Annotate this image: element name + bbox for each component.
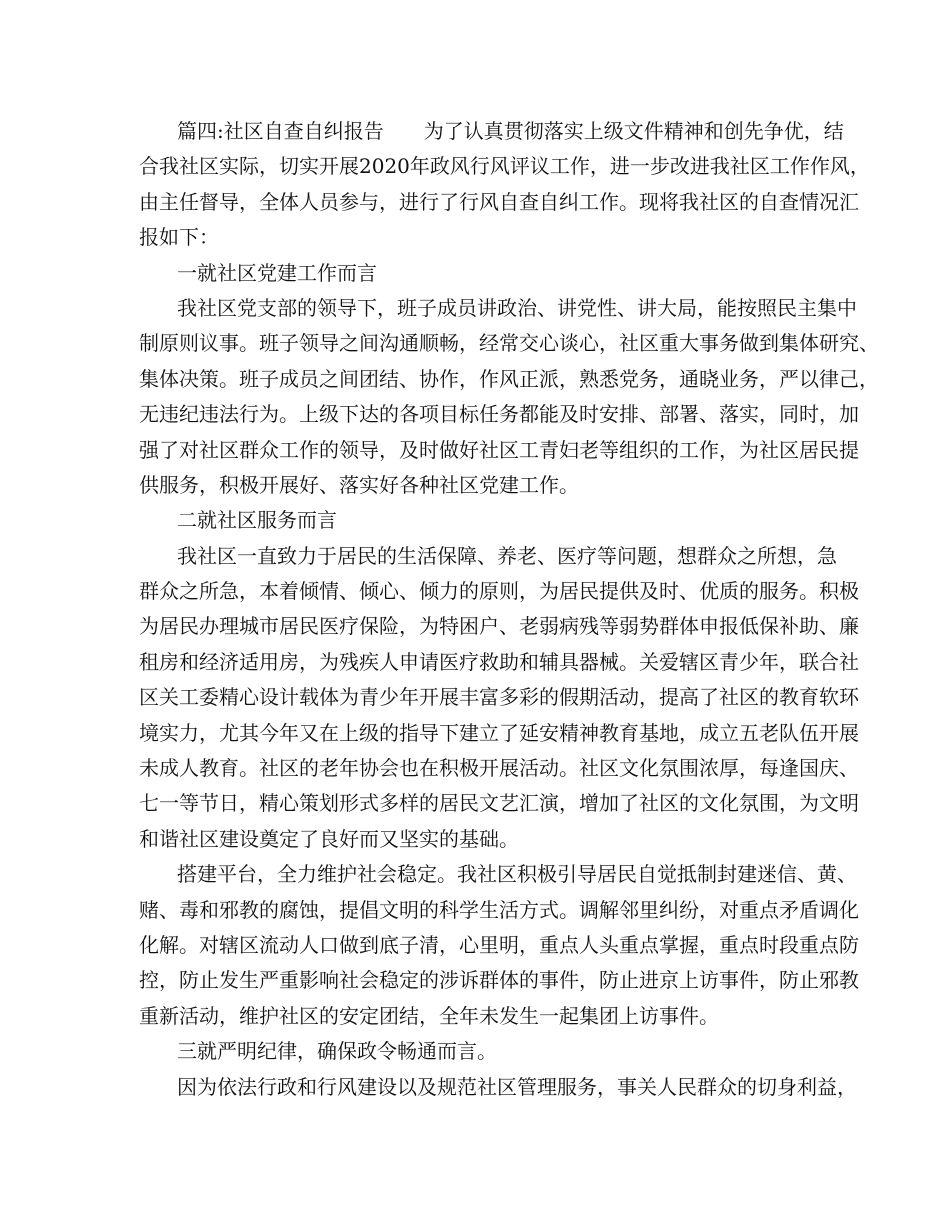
paragraph-line: 境实力，尤其今年又在上级的指导下建立了延安精神教育基地，成立五老队伍开展 — [139, 720, 859, 745]
paragraph-line: 和谐社区建设奠定了良好而又坚实的基础。 — [139, 826, 519, 851]
section-heading: 二就社区服务而言 — [177, 508, 337, 533]
paragraph-line: 我社区一直致力于居民的生活保障、养老、医疗等问题，想群众之所想，急 — [177, 543, 837, 568]
paragraph-line: 我社区党支部的领导下，班子成员讲政治、讲党性、讲大局，能按照民主集中 — [177, 295, 857, 320]
paragraph-line: 区关工委精心设计载体为青少年开展丰富多彩的假期活动，提高了社区的教育软环 — [139, 685, 859, 710]
section-heading: 一就社区党建工作而言 — [177, 260, 377, 285]
paragraph-line: 七一等节日，精心策划形式多样的居民文艺汇演，增加了社区的文化氛围，为文明 — [139, 791, 859, 816]
document-body — [139, 114, 879, 1105]
paragraph-line: 供服务，积极开展好、落实好各种社区党建工作。 — [139, 472, 579, 497]
paragraph-line: 控，防止发生严重影响社会稳定的涉诉群体的事件，防止进京上访事件，防止邪教 — [139, 968, 859, 993]
paragraph-line: 赌、毒和邪教的腐蚀，提倡文明的科学生活方式。调解邻里纠纷，对重点矛盾调化 — [139, 897, 859, 922]
paragraph-line: 由主任督导，全体人员参与，进行了行风自查自纠工作。现将我社区的自查情况汇 — [139, 189, 859, 214]
paragraph-line: 未成人教育。社区的老年协会也在积极开展活动。社区文化氛围浓厚，每逢国庆、 — [139, 756, 859, 781]
document-title: 篇四:社区自查自纠报告 — [177, 119, 384, 143]
paragraph-line: 合我社区实际，切实开展2020年政风行风评议工作，进一步改进我社区工作作风， — [139, 154, 870, 179]
paragraph-line: 制原则议事。班子领导之间沟通顺畅，经常交心谈心，社区重大事务做到集体研究、 — [139, 331, 879, 356]
section-heading: 三就严明纪律，确保政令畅通而言。 — [177, 1039, 497, 1064]
first-line — [139, 114, 844, 149]
paragraph-line: 租房和经济适用房，为残疾人申请医疗救助和辅具器械。关爱辖区青少年，联合社 — [139, 649, 859, 674]
paragraph-line: 无违纪违法行为。上级下达的各项目标任务都能及时安排、部署、落实，同时，加 — [139, 402, 859, 427]
paragraph-line: 重新活动，维护社区的安定团结，全年未发生一起集团上访事件。 — [139, 1003, 719, 1028]
paragraph-line: 强了对社区群众工作的领导，及时做好社区工青妇老等组织的工作，为社区居民提 — [139, 437, 859, 462]
paragraph-line: 因为依法行政和行风建设以及规范社区管理服务，事关人民群众的切身利益， — [177, 1074, 857, 1099]
paragraph-line: 报如下： — [139, 225, 219, 250]
paragraph-line: 为了认真贯彻落实上级文件精神和创先争优，结 — [423, 119, 844, 143]
paragraph-line: 搭建平台，全力维护社会稳定。我社区积极引导居民自觉抵制封建迷信、黄、 — [177, 862, 857, 887]
paragraph-line: 为居民办理城市居民医疗保险，为特困户、老弱病残等弱势群体申报低保补助、廉 — [139, 614, 859, 639]
paragraph-line: 集体决策。班子成员之间团结、协作，作风正派，熟悉党务，通晓业务，严以律己， — [139, 366, 879, 391]
paragraph-line: 化解。对辖区流动人口做到底子清，心里明，重点人头重点掌握，重点时段重点防 — [139, 932, 859, 957]
paragraph-line: 群众之所急，本着倾情、倾心、倾力的原则，为居民提供及时、优质的服务。积极 — [139, 579, 859, 604]
